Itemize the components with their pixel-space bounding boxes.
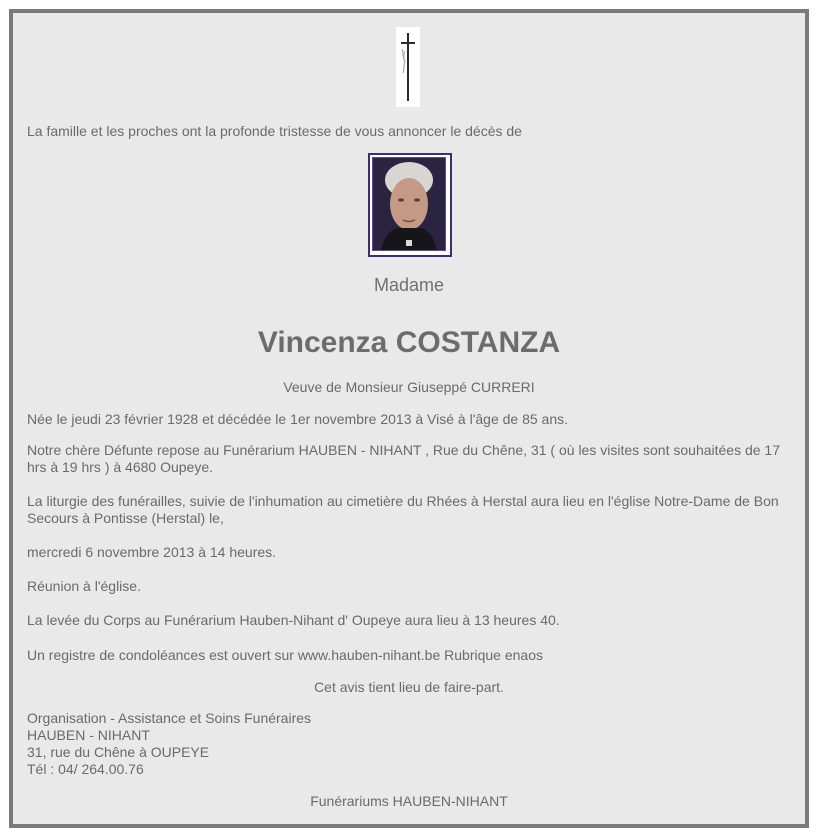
ceremony-date: mercredi 6 novembre 2013 à 14 heures.	[27, 544, 277, 560]
condolence-register: Un registre de condoléances est ouvert sur www.hauben-nihant.be Rubrique enaos	[27, 647, 543, 663]
widow-of: Veuve de Monsieur Giuseppé CURRERI	[283, 379, 535, 395]
organisation-line-2: HAUBEN - NIHANT	[27, 727, 150, 743]
resting-paragraph: Notre chère Défunte repose au Funérarium HAUBEN - NIHANT , Rue du Chêne, 31 ( où les visites sont souhaitées de 17 hrs à 19 hrs ) à 4680 Oupeye.	[27, 442, 781, 475]
birth-death-paragraph: Née le jeudi 23 février 1928 et décédée le 1er novembre 2013 à Visé à l'âge de 85 ans.	[27, 411, 569, 427]
organisation-line-1: Organisation - Assistance et Soins Funéraires	[27, 710, 312, 726]
intro-text: La famille et les proches ont la profonde tristesse de vous annoncer le décès de	[27, 123, 522, 139]
portrait-photo	[368, 153, 452, 257]
liturgy-paragraph: La liturgie des funérailles, suivie de l'inhumation au cimetière du Rhées à Herstal aura lieu en l'église Notre-Dame de Bon Secours à Pontisse (Herstal) le,	[27, 493, 779, 526]
meeting-paragraph: Réunion à l'église.	[27, 578, 141, 594]
cross-icon	[396, 27, 420, 107]
organisation-line-4: Tél : 04/ 264.00.76	[27, 761, 144, 777]
salutation: Madame	[373, 275, 445, 295]
obituary-card	[9, 9, 809, 828]
deceased-name: Vincenza COSTANZA	[257, 326, 561, 359]
footer-text: Funérariums HAUBEN-NIHANT	[310, 793, 508, 809]
organisation-block	[27, 710, 311, 778]
organisation-line-3: 31, rue du Chêne à OUPEYE	[27, 744, 210, 760]
notice-text: Cet avis tient lieu de faire-part.	[314, 679, 504, 695]
levee-paragraph: La levée du Corps au Funérarium Hauben-Nihant d' Oupeye aura lieu à 13 heures 40.	[27, 612, 560, 628]
